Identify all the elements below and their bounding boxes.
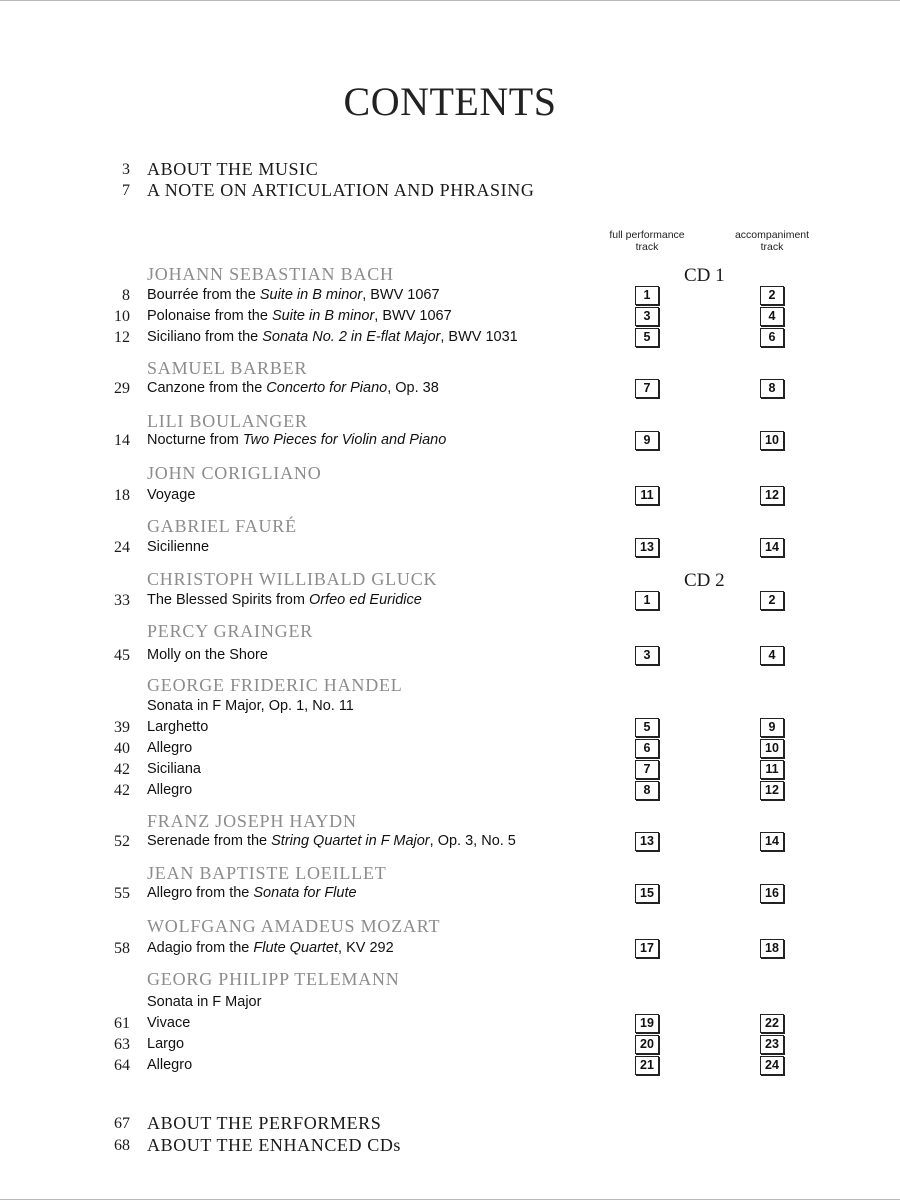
full-header-line: track (635, 241, 659, 253)
accompaniment-track-box[interactable]: 10 (760, 739, 784, 758)
back-matter-item[interactable]: ABOUT THE ENHANCED CDs (147, 1135, 402, 1155)
accomp-header-line: track (760, 241, 784, 253)
cd2-label: CD 2 (684, 570, 725, 591)
entry-title (147, 740, 192, 756)
entry-page-number: 8 (122, 287, 130, 304)
entry-title-part: Allegro from the (147, 885, 254, 901)
accompaniment-track-box[interactable]: 14 (760, 832, 784, 851)
entry-title-part: , BWV 1067 (374, 308, 452, 324)
composer-name: WOLFGANG AMADEUS MOZART (147, 916, 441, 936)
front-page-number: 7 (122, 182, 130, 199)
entry-title (147, 287, 440, 303)
full-track-box[interactable]: 15 (635, 884, 659, 903)
full-track-box[interactable]: 19 (635, 1014, 659, 1033)
entry-title-italic: Flute Quartet (253, 940, 339, 956)
full-track-box[interactable]: 5 (635, 718, 659, 737)
entry-page-number: 45 (114, 647, 130, 664)
full-track-box[interactable]: 13 (635, 832, 659, 851)
entry-title-italic: Two Pieces for Violin and Piano (242, 432, 447, 448)
entry-page-number: 52 (114, 833, 130, 850)
accompaniment-track-box[interactable]: 2 (760, 286, 784, 305)
entry-title (147, 833, 516, 849)
entry-title-part: Siciliana (147, 761, 201, 777)
entry-page-number: 14 (114, 432, 130, 449)
accompaniment-track-box[interactable]: 10 (760, 431, 784, 450)
entry-title (147, 487, 195, 503)
entry-title-part: Largo (147, 1036, 185, 1052)
accompaniment-track-box[interactable]: 24 (760, 1056, 784, 1075)
accompaniment-track-box[interactable]: 12 (760, 486, 784, 505)
accompaniment-track-box[interactable]: 22 (760, 1014, 784, 1033)
accomp-header-line: accompaniment (734, 229, 810, 241)
composer-name: CHRISTOPH WILLIBALD GLUCK (147, 569, 438, 589)
entry-title (147, 994, 261, 1010)
entry-page-number: 64 (114, 1057, 130, 1074)
back-page-number: 68 (114, 1137, 130, 1154)
page-title: CONTENTS (343, 79, 557, 124)
entry-title-italic: Concerto for Piano (266, 380, 388, 396)
entry-title-part: Adagio from the (147, 940, 254, 956)
back-matter-item[interactable]: ABOUT THE PERFORMERS (147, 1113, 382, 1133)
entry-title (147, 782, 192, 798)
entry-page-number: 29 (114, 380, 130, 397)
entry-title (147, 1036, 184, 1052)
front-page-number: 3 (122, 161, 130, 178)
full-track-box[interactable]: 5 (635, 328, 659, 347)
entry-page-number: 42 (114, 761, 130, 778)
full-track-box[interactable]: 7 (635, 760, 659, 779)
entry-title-part: Nocturne from (147, 432, 243, 448)
full-track-box[interactable]: 1 (635, 286, 659, 305)
full-track-box[interactable]: 3 (635, 646, 659, 665)
entry-title-part: , Op. 3, No. 5 (429, 833, 516, 849)
entry-page-number: 10 (114, 308, 130, 325)
full-track-box[interactable]: 7 (635, 379, 659, 398)
accompaniment-track-box[interactable]: 23 (760, 1035, 784, 1054)
entry-title-part: Allegro (147, 1057, 193, 1073)
accompaniment-track-box[interactable]: 16 (760, 884, 784, 903)
entry-title-part: Sicilienne (147, 539, 210, 555)
accompaniment-track-box[interactable]: 12 (760, 781, 784, 800)
entry-title-italic: Suite in B minor (259, 287, 363, 303)
entry-page-number: 63 (114, 1036, 130, 1053)
accompaniment-track-box[interactable]: 14 (760, 538, 784, 557)
entry-title-part: Serenade from the (147, 833, 272, 849)
entry-title-italic: Suite in B minor (271, 308, 375, 324)
full-track-box[interactable]: 20 (635, 1035, 659, 1054)
entry-title-part: Vivace (147, 1015, 191, 1031)
composer-name: GEORG PHILIPP TELEMANN (147, 969, 400, 989)
entry-title-part: Larghetto (147, 719, 209, 735)
entry-title-part: Polonaise from the (147, 308, 272, 324)
composer-name: JOHANN SEBASTIAN BACH (147, 264, 394, 284)
full-track-box[interactable]: 13 (635, 538, 659, 557)
front-matter-item[interactable]: A NOTE ON ARTICULATION AND PHRASING (147, 180, 535, 200)
entry-title-part: The Blessed Spirits from (147, 592, 309, 608)
full-performance-header (592, 229, 702, 253)
entry-title-italic: Sonata for Flute (253, 885, 357, 901)
entry-title-part: Voyage (147, 487, 196, 503)
composer-name: PERCY GRAINGER (147, 621, 314, 641)
entry-page-number: 40 (114, 740, 130, 757)
entry-title-italic: String Quartet in F Major (271, 833, 430, 849)
accompaniment-track-box[interactable]: 2 (760, 591, 784, 610)
entry-title (147, 1015, 190, 1031)
entry-title (147, 940, 394, 956)
composer-name: GEORGE FRIDERIC HANDEL (147, 675, 403, 695)
full-track-box[interactable]: 6 (635, 739, 659, 758)
accompaniment-track-box[interactable]: 4 (760, 646, 784, 665)
entry-title-part: Siciliano from the (147, 329, 263, 345)
accompaniment-track-box[interactable]: 8 (760, 379, 784, 398)
entry-title (147, 647, 268, 663)
entry-title-part: , BWV 1067 (362, 287, 440, 303)
accompaniment-track-box[interactable]: 4 (760, 307, 784, 326)
entry-page-number: 24 (114, 539, 130, 556)
entry-title (147, 719, 208, 735)
entry-title-part: , Op. 38 (387, 380, 439, 396)
cd1-label: CD 1 (684, 265, 725, 286)
entry-title-part: Allegro (147, 740, 193, 756)
entry-page-number: 18 (114, 487, 130, 504)
entry-title-part: Sonata in F Major, Op. 1, No. 11 (147, 698, 354, 714)
accompaniment-track-box[interactable]: 9 (760, 718, 784, 737)
accompaniment-track-box[interactable]: 18 (760, 939, 784, 958)
entry-title (147, 308, 452, 324)
page-top-edge (0, 0, 900, 1)
entry-title-part: Canzone from the (147, 380, 267, 396)
back-page-number: 67 (114, 1115, 130, 1132)
full-track-box[interactable]: 3 (635, 307, 659, 326)
entry-title (147, 1057, 192, 1073)
composer-name: LILI BOULANGER (147, 411, 308, 431)
accompaniment-header (722, 229, 822, 253)
entry-title-part: Allegro (147, 782, 193, 798)
entry-page-number: 39 (114, 719, 130, 736)
entry-page-number: 55 (114, 885, 130, 902)
composer-name: JEAN BAPTISTE LOEILLET (147, 863, 387, 883)
entry-title-part: Sonata in F Major (147, 994, 262, 1010)
full-track-box[interactable]: 11 (635, 486, 659, 505)
entry-page-number: 58 (114, 940, 130, 957)
entry-page-number: 61 (114, 1015, 130, 1032)
composer-name: FRANZ JOSEPH HAYDN (147, 811, 357, 831)
entry-title (147, 761, 201, 777)
full-track-box[interactable]: 9 (635, 431, 659, 450)
entry-title-italic: Orfeo ed Euridice (308, 592, 422, 608)
entry-title-part: Bourrée from the (147, 287, 260, 303)
composer-name: SAMUEL BARBER (147, 358, 308, 378)
full-track-box[interactable]: 8 (635, 781, 659, 800)
entry-title (147, 432, 446, 448)
full-track-box[interactable]: 1 (635, 591, 659, 610)
entry-page-number: 12 (114, 329, 130, 346)
accompaniment-track-box[interactable]: 6 (760, 328, 784, 347)
entry-title (147, 539, 209, 555)
entry-page-number: 42 (114, 782, 130, 799)
full-track-box[interactable]: 21 (635, 1056, 659, 1075)
composer-name: GABRIEL FAURÉ (147, 516, 297, 536)
composer-name: JOHN CORIGLIANO (147, 463, 322, 483)
entry-title (147, 885, 357, 901)
entry-title (147, 592, 422, 608)
entry-title (147, 698, 354, 714)
entry-title (147, 380, 439, 396)
entry-title-part: , BWV 1031 (440, 329, 518, 345)
entry-page-number: 33 (114, 592, 130, 609)
full-track-box[interactable]: 17 (635, 939, 659, 958)
entry-title-italic: Sonata No. 2 in E-flat Major (262, 329, 441, 345)
entry-title-part: , KV 292 (338, 940, 394, 956)
entry-title-part: Molly on the Shore (147, 647, 268, 663)
entry-title (147, 329, 518, 345)
front-matter-item[interactable]: ABOUT THE MUSIC (147, 159, 319, 179)
accompaniment-track-box[interactable]: 11 (760, 760, 784, 779)
full-header-line: full performance (609, 229, 685, 241)
